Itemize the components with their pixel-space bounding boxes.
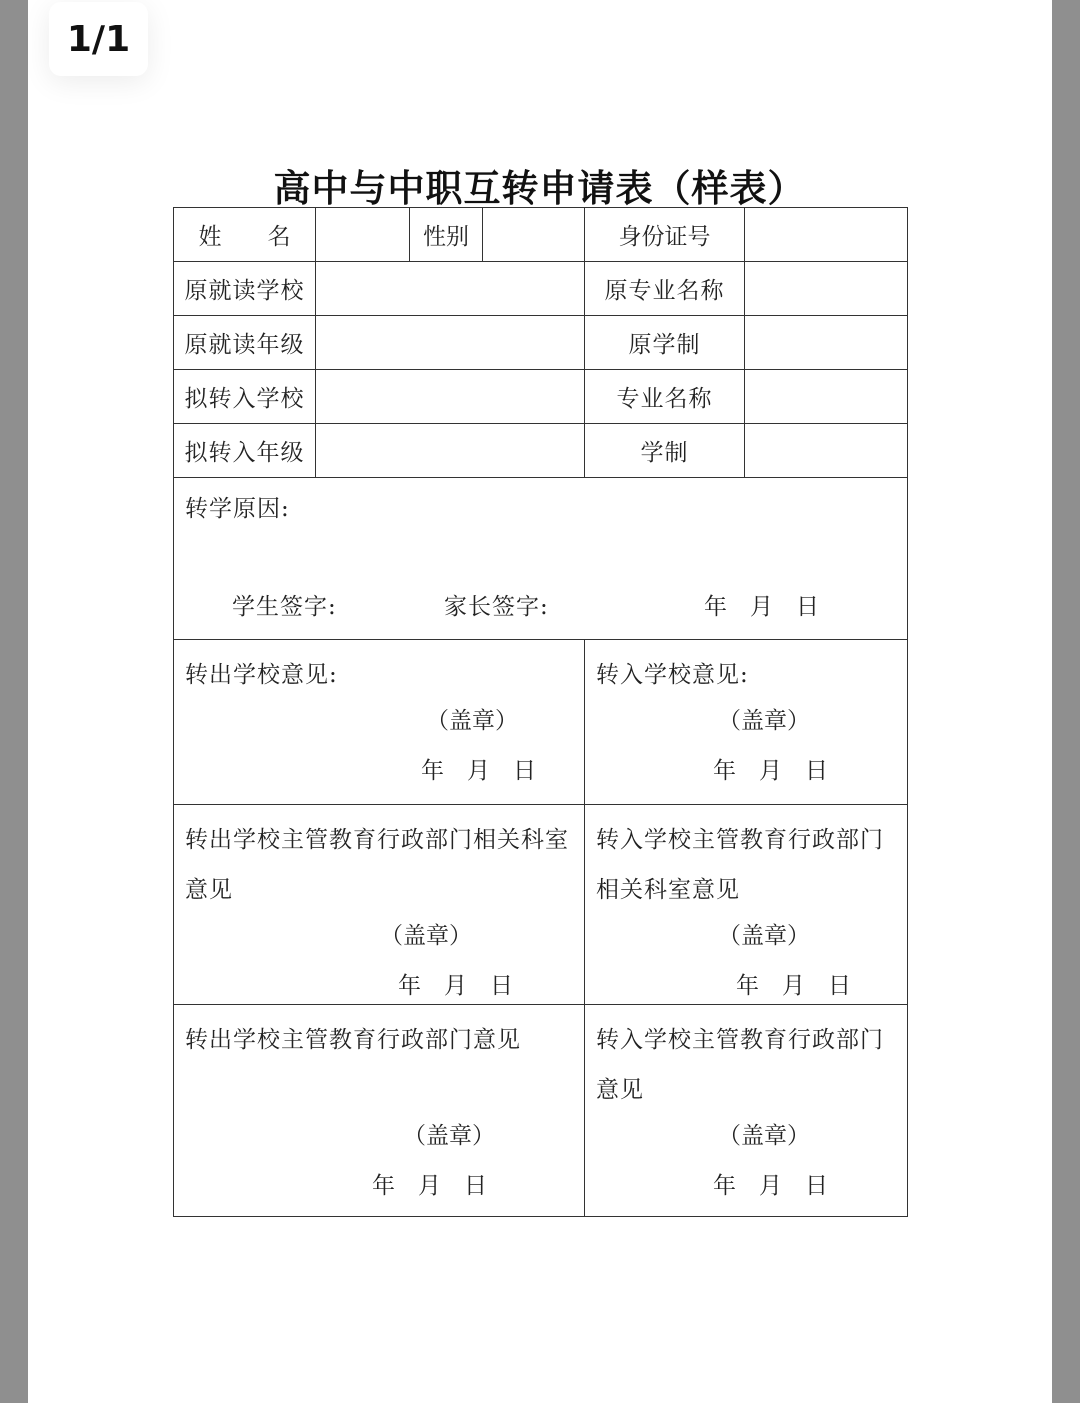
- id-number-label: 身份证号: [585, 208, 745, 262]
- in-school-seal: （盖章）: [718, 708, 810, 734]
- out-dept-office-opinion-cell[interactable]: [174, 805, 585, 1005]
- in-dept-office-opinion-label: 转入学校主管教育行政部门相关科室意见: [596, 827, 884, 903]
- orig-grade-label: 原就读年级: [174, 316, 316, 370]
- orig-school-label: 原就读学校: [174, 262, 316, 316]
- gender-label: 性别: [410, 208, 483, 262]
- out-dept-opinion-label: 转出学校主管教育行政部门意见: [185, 1027, 521, 1053]
- parent-signature-label: 家长签字:: [444, 594, 549, 620]
- id-number-field[interactable]: [745, 208, 908, 262]
- form-row-name: [174, 208, 908, 262]
- form-row-reason: [174, 478, 908, 640]
- out-dept-office-opinion-label: 转出学校主管教育行政部门相关科室意见: [185, 827, 569, 903]
- in-dept-seal: （盖章）: [718, 1123, 810, 1149]
- orig-major-label: 原专业名称: [585, 262, 745, 316]
- target-grade-label: 拟转入年级: [174, 424, 316, 478]
- page-indicator: 1/1: [49, 2, 148, 76]
- in-dept-opinion-label: 转入学校主管教育行政部门意见: [596, 1027, 884, 1103]
- out-school-date: 年 月 日: [421, 758, 536, 784]
- system-label: 学制: [585, 424, 745, 478]
- in-school-date: 年 月 日: [713, 758, 828, 784]
- out-dept-date: 年 月 日: [372, 1173, 487, 1199]
- orig-system-label: 原学制: [585, 316, 745, 370]
- in-dept-office-opinion-cell[interactable]: [585, 805, 908, 1005]
- in-dept-office-date: 年 月 日: [736, 973, 851, 999]
- form-row-dept-opinion: [174, 1005, 908, 1217]
- reason-label: 转学原因:: [185, 496, 290, 522]
- reason-date: 年 月 日: [704, 594, 819, 620]
- reason-cell[interactable]: [174, 478, 908, 640]
- name-label: 姓 名: [174, 208, 316, 262]
- out-school-opinion-cell[interactable]: [174, 640, 585, 805]
- form-row-target-grade: [174, 424, 908, 478]
- out-dept-seal: （盖章）: [403, 1123, 495, 1149]
- out-dept-opinion-cell[interactable]: [174, 1005, 585, 1217]
- out-school-seal: （盖章）: [426, 708, 518, 734]
- orig-system-field[interactable]: [745, 316, 908, 370]
- in-school-opinion-cell[interactable]: [585, 640, 908, 805]
- in-school-opinion-label: 转入学校意见:: [596, 662, 749, 688]
- major-field[interactable]: [745, 370, 908, 424]
- in-dept-date: 年 月 日: [713, 1173, 828, 1199]
- major-label: 专业名称: [585, 370, 745, 424]
- target-grade-field[interactable]: [316, 424, 585, 478]
- form-row-school-opinion: [174, 640, 908, 805]
- name-field[interactable]: [316, 208, 410, 262]
- form-row-target-school: [174, 370, 908, 424]
- form-title: 高中与中职互转申请表（样表）: [273, 166, 806, 210]
- in-dept-office-seal: （盖章）: [718, 923, 810, 949]
- gender-field[interactable]: [483, 208, 585, 262]
- target-school-field[interactable]: [316, 370, 585, 424]
- student-signature-label: 学生签字:: [232, 594, 337, 620]
- in-dept-opinion-cell[interactable]: [585, 1005, 908, 1217]
- form-row-orig-grade: [174, 316, 908, 370]
- out-dept-office-date: 年 月 日: [398, 973, 513, 999]
- target-school-label: 拟转入学校: [174, 370, 316, 424]
- form-row-dept-office-opinion: [174, 805, 908, 1005]
- out-dept-office-seal: （盖章）: [380, 923, 472, 949]
- form-row-orig-school: [174, 262, 908, 316]
- orig-school-field[interactable]: [316, 262, 585, 316]
- system-field[interactable]: [745, 424, 908, 478]
- application-form-table: [173, 207, 908, 1217]
- orig-major-field[interactable]: [745, 262, 908, 316]
- orig-grade-field[interactable]: [316, 316, 585, 370]
- out-school-opinion-label: 转出学校意见:: [185, 662, 338, 688]
